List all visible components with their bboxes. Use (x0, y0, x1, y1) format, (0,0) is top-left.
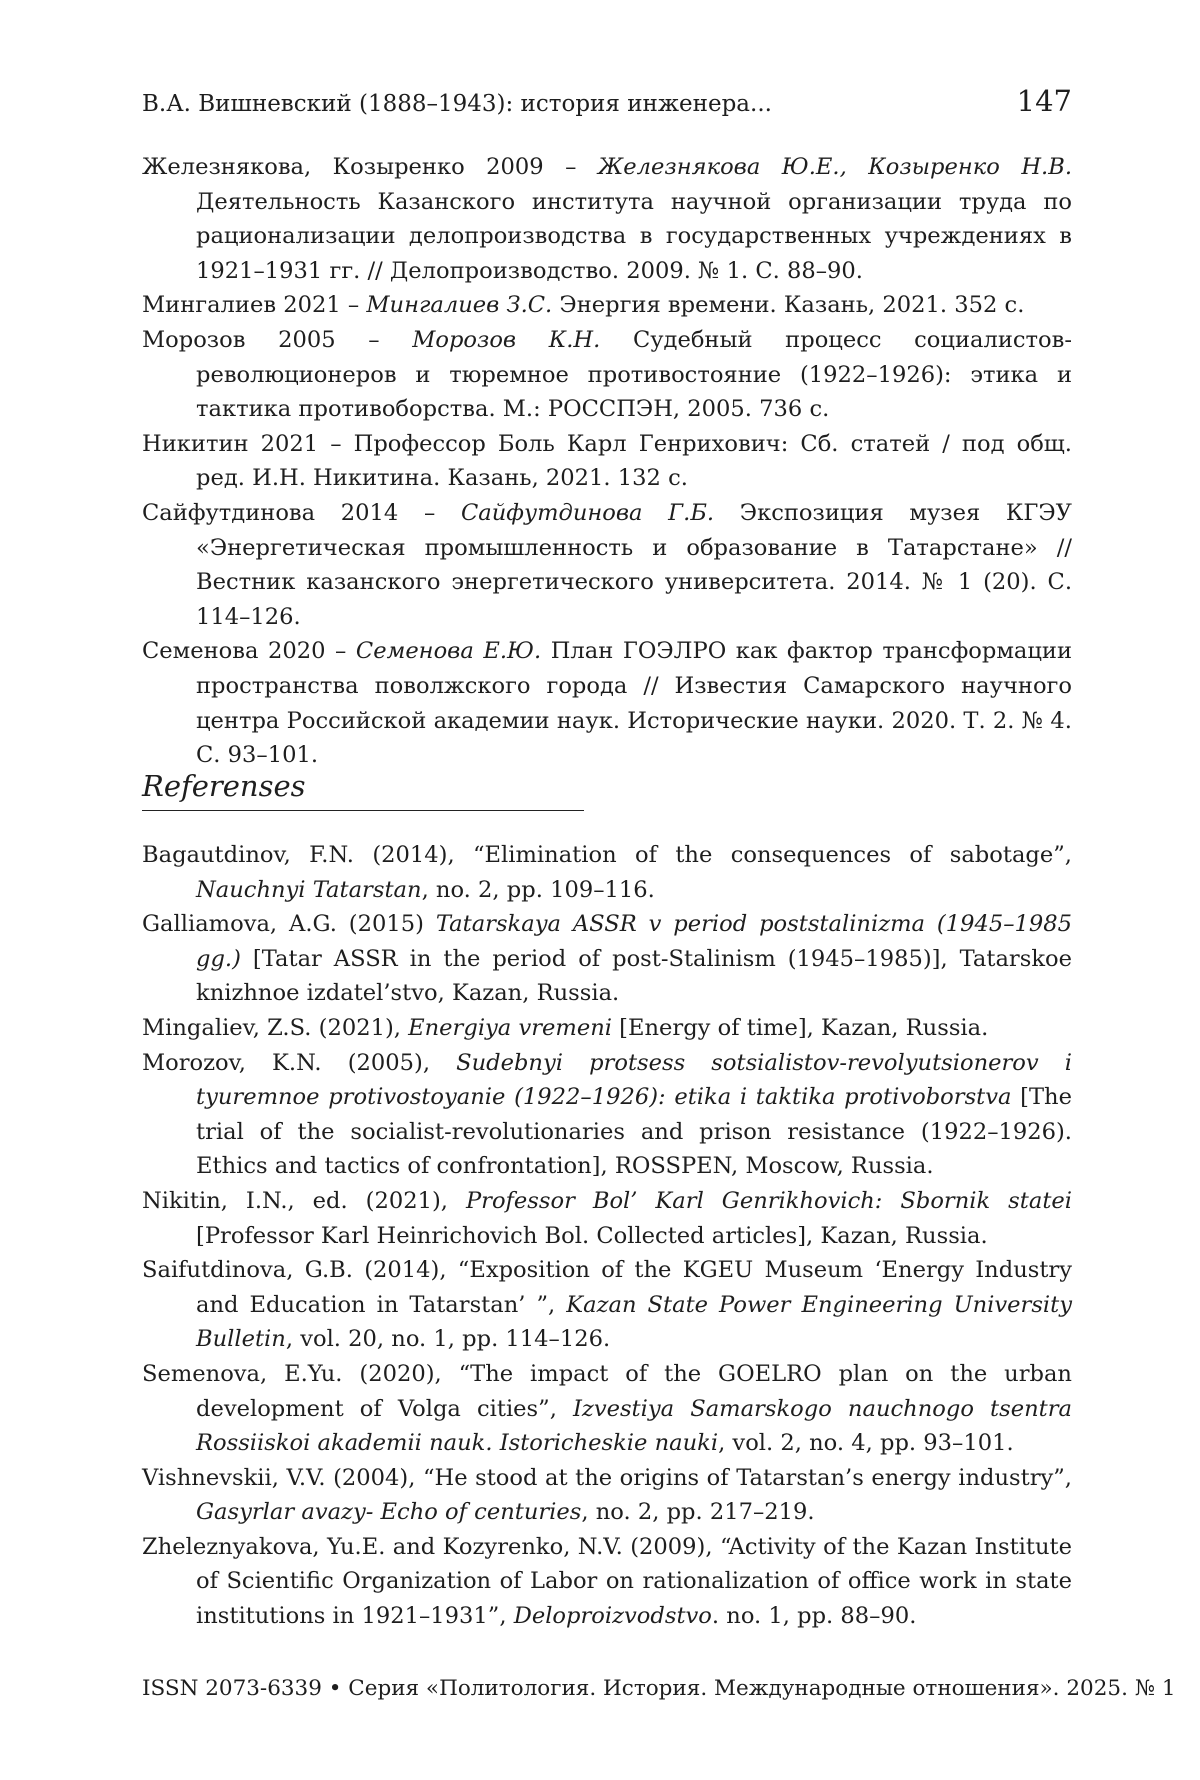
reference-text-segment: . no. 1, pp. 88–90. (711, 1603, 917, 1630)
reference-text-segment: Экспозиция музея КГЭУ «Энергетическая промышленность и образование в Татарстане» // Вестник казанского энергетического университета. 2014. № 1 (20). С. 114–126. (196, 499, 1072, 630)
reference-text-segment: Mingaliev, Z.S. (2021), (142, 1014, 409, 1041)
reference-text-segment: Bagautdinov, F.N. (2014), “Elimination of the consequences of sabotage”, (142, 842, 1072, 868)
reference-entry (142, 1461, 1072, 1530)
russian-reference-list (142, 150, 1072, 773)
reference-text-segment: Сайфутдинова 2014 – (142, 499, 461, 526)
reference-text-segment: Saifutdinova, G.B. (2014), “Exposition of the KGEU Museum ‘Energy Industry and Education in Tatarstan’ ”, (142, 1257, 1072, 1318)
reference-italic-segment: Железнякова Ю.Е., Козыренко Н.В. (597, 154, 1073, 180)
reference-italic-segment: Professor Bol’ Karl Genrikhovich: Sbornik statei (465, 1187, 1072, 1214)
reference-entry (142, 1011, 1072, 1046)
reference-italic-segment: Sudebnyi protsess sotsialistov-revolyutsionerov i tyuremnoe protivostoyanie (1922–1926): etika i taktika protivoborstva (196, 1049, 1072, 1111)
reference-text-segment: Zheleznyakova, Yu.E. and Kozyrenko, N.V. (2009), “Activity of the Kazan Institute of Scientific Organization of Labor on rationalization of office work in state institutions in 1921–1931”, (142, 1533, 1072, 1630)
reference-entry (142, 634, 1072, 772)
reference-text-segment: Деятельность Казанского института научной организации труда по рационализации делопроизводства в государственных учреждениях в 1921–1931 гг. // Делопроизводство. 2009. № 1. С. 88–90. (196, 188, 1072, 284)
reference-italic-segment: Сайфутдинова Г.Б. (460, 499, 715, 526)
reference-text-segment: Vishnevskii, V.V. (2004), “He stood at the origins of Tatarstan’s energy industry”, (142, 1464, 1072, 1491)
reference-italic-segment: Energiya vremeni (408, 1014, 612, 1041)
reference-text-segment: Семенова 2020 – (142, 638, 356, 665)
reference-italic-segment: Gasyrlar avazy- Echo of centuries (196, 1499, 582, 1526)
reference-text-segment: Морозов 2005 – (142, 326, 413, 353)
reference-entry (142, 288, 1072, 323)
page (142, 0, 1176, 1780)
reference-text-segment: Никитин 2021 – Профессор Боль Карл Генрихович: Сб. статей / под общ. ред. И.Н. Никитина. Казань, 2021. 132 с. (142, 430, 1072, 492)
reference-text-segment: Мингалиев 2021 – (142, 292, 367, 319)
reference-text-segment: , vol. 2, no. 4, pp. 93–101. (718, 1430, 1014, 1457)
reference-text-segment: , vol. 20, no. 1, pp. 114–126. (285, 1326, 611, 1353)
running-head (142, 86, 1072, 119)
reference-text-segment: План ГОЭЛРО как фактор трансформации пространства поволжского города // Известия Самарского научного центра Российской академии наук. Исторические науки. 2020. Т. 2. № 4. С. 93–101. (196, 638, 1073, 769)
reference-italic-segment: Nauchnyi Tatarstan (196, 876, 422, 903)
reference-entry (142, 1184, 1072, 1253)
section-title: Referenses (142, 769, 306, 803)
reference-entry (142, 838, 1072, 907)
reference-text-segment: Железнякова, Козыренко 2009 – (142, 154, 598, 180)
reference-text-segment: Morozov, K.N. (2005), (142, 1049, 457, 1076)
reference-entry (142, 496, 1072, 634)
reference-italic-segment: Морозов К.Н. (412, 326, 601, 353)
journal-footer: ISSN 2073-6339 • Серия «Политология. История. Международные отношения». 2025. № 1 (142, 1676, 1176, 1701)
reference-text-segment: [Professor Karl Heinrichovich Bol. Collected articles], Kazan, Russia. (196, 1222, 988, 1249)
reference-italic-segment: Izvestiya Samarskogo nauchnogo tsentra Rossiiskoi akademii nauk. Istoricheskie nauki (196, 1395, 1072, 1457)
reference-italic-segment: Tatarskaya ASSR v period poststalinizma (1945–1985 gg.) (196, 911, 1072, 972)
reference-entry (142, 1253, 1072, 1357)
reference-text-segment: Galliamova, A.G. (2015) (142, 911, 436, 938)
reference-italic-segment: Kazan State Power Engineering University Bulletin (196, 1291, 1072, 1353)
reference-italic-segment: Семенова Е.Ю. (355, 638, 542, 665)
reference-entry (142, 1530, 1072, 1634)
running-title: В.А. Вишневский (1888–1943): история инженера... (142, 91, 772, 117)
reference-text-segment: Энергия времени. Казань, 2021. 352 с. (552, 292, 1025, 319)
reference-text-segment: , no. 2, pp. 217–219. (581, 1499, 815, 1526)
reference-text-segment: Nikitin, I.N., ed. (2021), (142, 1187, 466, 1214)
reference-italic-segment: Deloproizvodstvo (513, 1603, 712, 1630)
reference-text-segment: Судебный процесс социалистов-революционеров и тюремное противостояние (1922–1926): этика и тактика противоборства. М.: РОССПЭН, 2005. 736 с. (196, 326, 1072, 423)
reference-entry (142, 1357, 1072, 1461)
reference-entry (142, 427, 1072, 496)
reference-text-segment: [Tatar ASSR in the period of post-Stalinism (1945–1985)], Tatarskoe knizhnoe izdatel’stvo, Kazan, Russia. (196, 945, 1072, 1007)
english-reference-list (142, 838, 1072, 1634)
page-number: 147 (1016, 84, 1072, 118)
reference-text-segment: [Energy of time], Kazan, Russia. (611, 1014, 989, 1041)
reference-entry (142, 907, 1072, 1011)
reference-entry (142, 1046, 1072, 1184)
section-underline (142, 810, 584, 811)
reference-text-segment: , no. 2, pp. 109–116. (421, 876, 655, 903)
reference-text-segment: [The trial of the socialist-revolutionaries and prison resistance (1922–1926). Ethics and tactics of confrontation], ROSSPEN, Moscow, Russia. (196, 1084, 1072, 1180)
reference-text-segment: Semenova, E.Yu. (2020), “The impact of the GOELRO plan on the urban development of Volga cities”, (142, 1360, 1072, 1422)
reference-entry (142, 323, 1072, 427)
reference-italic-segment: Мингалиев З.С. (366, 292, 553, 319)
reference-entry (142, 150, 1072, 288)
